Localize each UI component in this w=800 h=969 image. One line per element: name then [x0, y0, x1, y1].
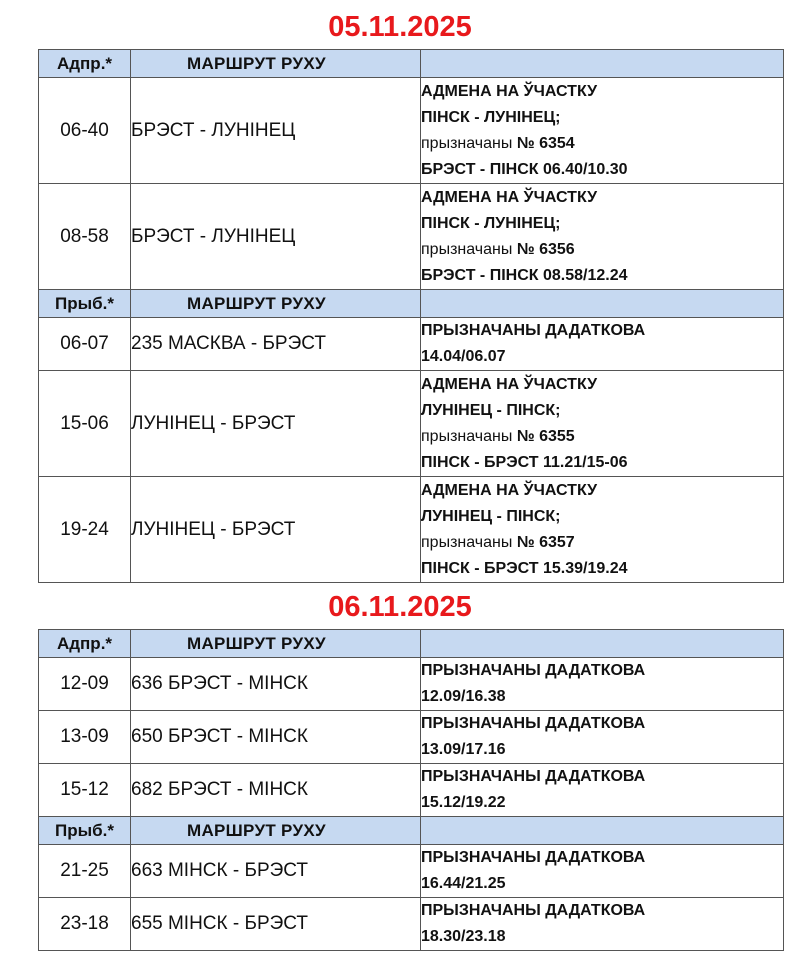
note-line: БРЭСТ - ПІНСК 06.40/10.30 — [421, 160, 628, 178]
train-number: № 6355 — [516, 427, 575, 445]
note-assigned-line: прызначаны № 6354 — [421, 134, 575, 152]
schedule-table-day1 — [38, 49, 784, 583]
table-header-arrivals — [39, 817, 784, 845]
time-cell: 15-06 — [39, 371, 131, 477]
note-line: ПРЫЗНАЧАНЫ ДАДАТКОВА — [421, 715, 646, 732]
time-cell: 15-12 — [39, 764, 131, 817]
note-cell — [421, 764, 784, 817]
header-departure: Адпр.* — [39, 50, 131, 78]
note-line: 16.44/21.25 — [421, 875, 506, 892]
header-route: МАРШРУТ РУХУ — [131, 50, 421, 78]
route-cell: 636 БРЭСТ - МІНСК — [131, 658, 421, 711]
time-cell: 12-09 — [39, 658, 131, 711]
route-cell: 650 БРЭСТ - МІНСК — [131, 711, 421, 764]
header-route: МАРШРУТ РУХУ — [131, 817, 421, 845]
header-arrival: Прыб.* — [39, 290, 131, 318]
time-cell: 06-40 — [39, 78, 131, 184]
note-line: ПІНСК - БРЭСТ 11.21/15-06 — [421, 453, 628, 471]
route-cell: БРЭСТ - ЛУНІНЕЦ — [131, 184, 421, 290]
date-heading-day1: 05.11.2025 — [328, 11, 472, 43]
note-line: 18.30/23.18 — [421, 928, 506, 945]
route-cell: 235 МАСКВА - БРЭСТ — [131, 318, 421, 371]
table-row — [39, 764, 784, 817]
note-cell — [421, 845, 784, 898]
time-cell: 21-25 — [39, 845, 131, 898]
note-assigned-line: прызначаны № 6357 — [421, 533, 575, 551]
route-cell: ЛУНІНЕЦ - БРЭСТ — [131, 477, 421, 583]
header-arrival: Прыб.* — [39, 817, 131, 845]
note-line: АДМЕНА НА ЎЧАСТКУ — [421, 82, 598, 100]
note-line: ПРЫЗНАЧАНЫ ДАДАТКОВА — [421, 902, 646, 919]
note-line: АДМЕНА НА ЎЧАСТКУ — [421, 375, 598, 393]
route-cell: ЛУНІНЕЦ - БРЭСТ — [131, 371, 421, 477]
header-note — [421, 817, 784, 845]
note-assigned-line: прызначаны № 6356 — [421, 240, 575, 258]
note-line: ПІНСК - ЛУНІНЕЦ; — [421, 108, 561, 126]
table-row — [39, 845, 784, 898]
table-row — [39, 184, 784, 290]
train-number: № 6354 — [516, 134, 575, 152]
route-cell: БРЭСТ - ЛУНІНЕЦ — [131, 78, 421, 184]
table-row — [39, 711, 784, 764]
date-heading-day2: 06.11.2025 — [328, 591, 472, 623]
header-route: МАРШРУТ РУХУ — [131, 630, 421, 658]
header-note — [421, 630, 784, 658]
time-cell: 19-24 — [39, 477, 131, 583]
note-line: АДМЕНА НА ЎЧАСТКУ — [421, 481, 598, 499]
time-cell: 23-18 — [39, 898, 131, 951]
note-line: 14.04/06.07 — [421, 348, 506, 365]
note-cell — [421, 477, 784, 583]
table-header-arrivals — [39, 290, 784, 318]
note-cell — [421, 711, 784, 764]
train-number: № 6357 — [516, 533, 575, 551]
note-line: ПІНСК - ЛУНІНЕЦ; — [421, 214, 561, 232]
note-cell — [421, 371, 784, 477]
note-cell — [421, 78, 784, 184]
header-note — [421, 50, 784, 78]
time-cell: 08-58 — [39, 184, 131, 290]
table-row — [39, 658, 784, 711]
route-cell: 655 МІНСК - БРЭСТ — [131, 898, 421, 951]
time-cell: 06-07 — [39, 318, 131, 371]
schedule-table-day2 — [38, 629, 784, 951]
table-row — [39, 318, 784, 371]
note-line: ПІНСК - БРЭСТ 15.39/19.24 — [421, 559, 628, 577]
note-line: 15.12/19.22 — [421, 794, 506, 811]
route-cell: 663 МІНСК - БРЭСТ — [131, 845, 421, 898]
train-number: № 6356 — [516, 240, 575, 258]
note-cell — [421, 184, 784, 290]
note-assigned-line: прызначаны № 6355 — [421, 427, 575, 445]
table-header-departures — [39, 630, 784, 658]
route-cell: 682 БРЭСТ - МІНСК — [131, 764, 421, 817]
note-line: 12.09/16.38 — [421, 688, 506, 705]
table-row — [39, 371, 784, 477]
note-cell — [421, 318, 784, 371]
note-line: 13.09/17.16 — [421, 741, 506, 758]
header-route: МАРШРУТ РУХУ — [131, 290, 421, 318]
table-row — [39, 78, 784, 184]
time-cell: 13-09 — [39, 711, 131, 764]
note-line: ПРЫЗНАЧАНЫ ДАДАТКОВА — [421, 768, 646, 785]
note-cell — [421, 658, 784, 711]
note-line: ЛУНІНЕЦ - ПІНСК; — [421, 507, 561, 525]
header-departure: Адпр.* — [39, 630, 131, 658]
header-note — [421, 290, 784, 318]
table-row — [39, 898, 784, 951]
note-line: ПРЫЗНАЧАНЫ ДАДАТКОВА — [421, 322, 646, 339]
note-line: БРЭСТ - ПІНСК 08.58/12.24 — [421, 266, 628, 284]
note-cell — [421, 898, 784, 951]
note-line: АДМЕНА НА ЎЧАСТКУ — [421, 188, 598, 206]
table-header-departures — [39, 50, 784, 78]
note-line: ПРЫЗНАЧАНЫ ДАДАТКОВА — [421, 662, 646, 679]
table-row — [39, 477, 784, 583]
note-line: ЛУНІНЕЦ - ПІНСК; — [421, 401, 561, 419]
note-line: ПРЫЗНАЧАНЫ ДАДАТКОВА — [421, 849, 646, 866]
